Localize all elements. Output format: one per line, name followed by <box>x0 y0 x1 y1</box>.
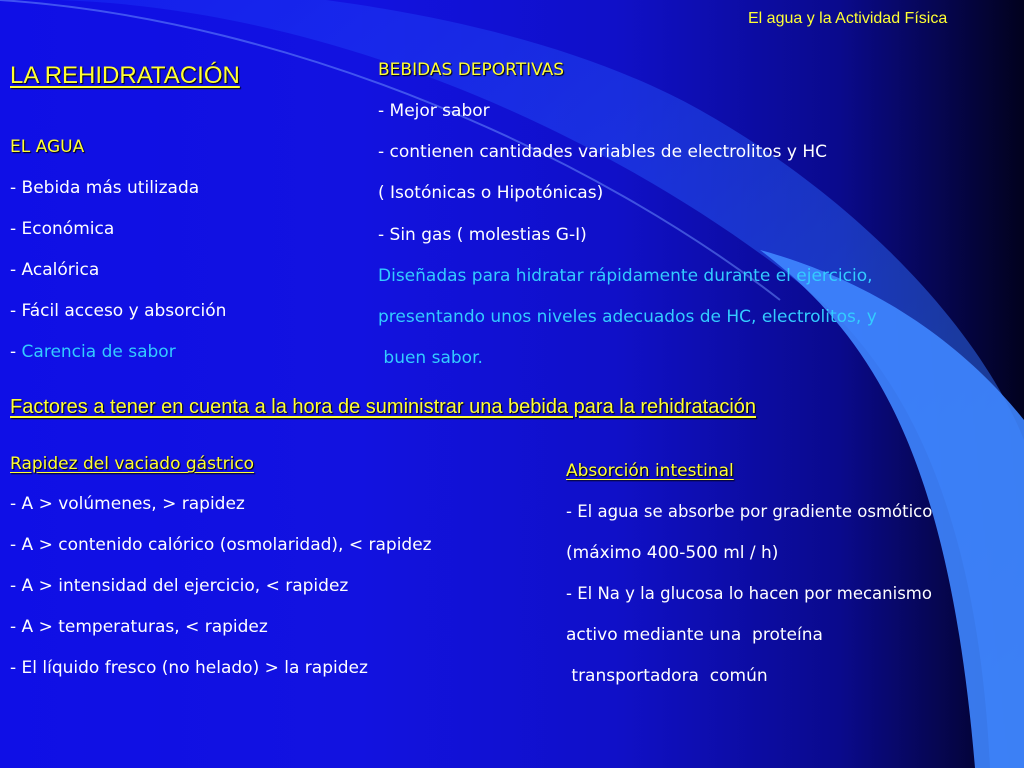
bebidas-heading: BEBIDAS DEPORTIVAS <box>378 60 565 80</box>
agua-item-5-text: Carencia de sabor <box>21 342 176 362</box>
absorcion-item-4: activo mediante una proteína <box>566 625 823 645</box>
header-title: El agua y la Actividad Física <box>748 10 948 27</box>
agua-item-4: - Fácil acceso y absorción <box>10 301 227 321</box>
vaciado-heading: Rapidez del vaciado gástrico <box>10 454 255 474</box>
page-title: LA REHIDRATACIÓN <box>10 62 240 89</box>
absorcion-heading: Absorción intestinal <box>566 461 734 481</box>
bebidas-highlight-3: buen sabor. <box>378 348 483 368</box>
absorcion-item-3: - El Na y la glucosa lo hacen por mecanismo <box>566 584 932 603</box>
bebidas-highlight-1: Diseñadas para hidratar rápidamente durante el ejercicio, <box>378 266 873 286</box>
agua-item-1: - Bebida más utilizada <box>10 178 200 198</box>
bebidas-item-4: - Sin gas ( molestias G-I) <box>378 225 587 245</box>
agua-item-2: - Económica <box>10 219 115 239</box>
bebidas-highlight-2: presentando unos niveles adecuados de HC, electrolitos, y <box>378 307 877 327</box>
agua-item-5 <box>10 342 176 362</box>
bebidas-item-1: - Mejor sabor <box>378 101 490 121</box>
factores-title: Factores a tener en cuenta a la hora de suministrar una bebida para la rehidratación <box>10 396 757 418</box>
vaciado-item-3: - A > intensidad del ejercicio, < rapidez <box>10 576 349 596</box>
vaciado-item-2: - A > contenido calórico (osmolaridad), < rapidez <box>10 535 432 555</box>
bebidas-item-3: ( Isotónicas o Hipotónicas) <box>378 183 604 203</box>
vaciado-item-5: - El líquido fresco (no helado) > la rapidez <box>10 658 368 678</box>
vaciado-item-1: - A > volúmenes, > rapidez <box>10 494 245 514</box>
agua-heading: EL AGUA <box>10 137 85 157</box>
bebidas-item-2: - contienen cantidades variables de electrolitos y HC <box>378 142 828 162</box>
absorcion-item-1: - El agua se absorbe por gradiente osmótico <box>566 502 933 521</box>
vaciado-item-4: - A > temperaturas, < rapidez <box>10 617 268 637</box>
absorcion-item-2: (máximo 400-500 ml / h) <box>566 543 779 563</box>
absorcion-item-5: transportadora común <box>566 666 768 686</box>
agua-item-5-prefix: - <box>10 342 22 362</box>
agua-item-3: - Acalórica <box>10 260 100 280</box>
